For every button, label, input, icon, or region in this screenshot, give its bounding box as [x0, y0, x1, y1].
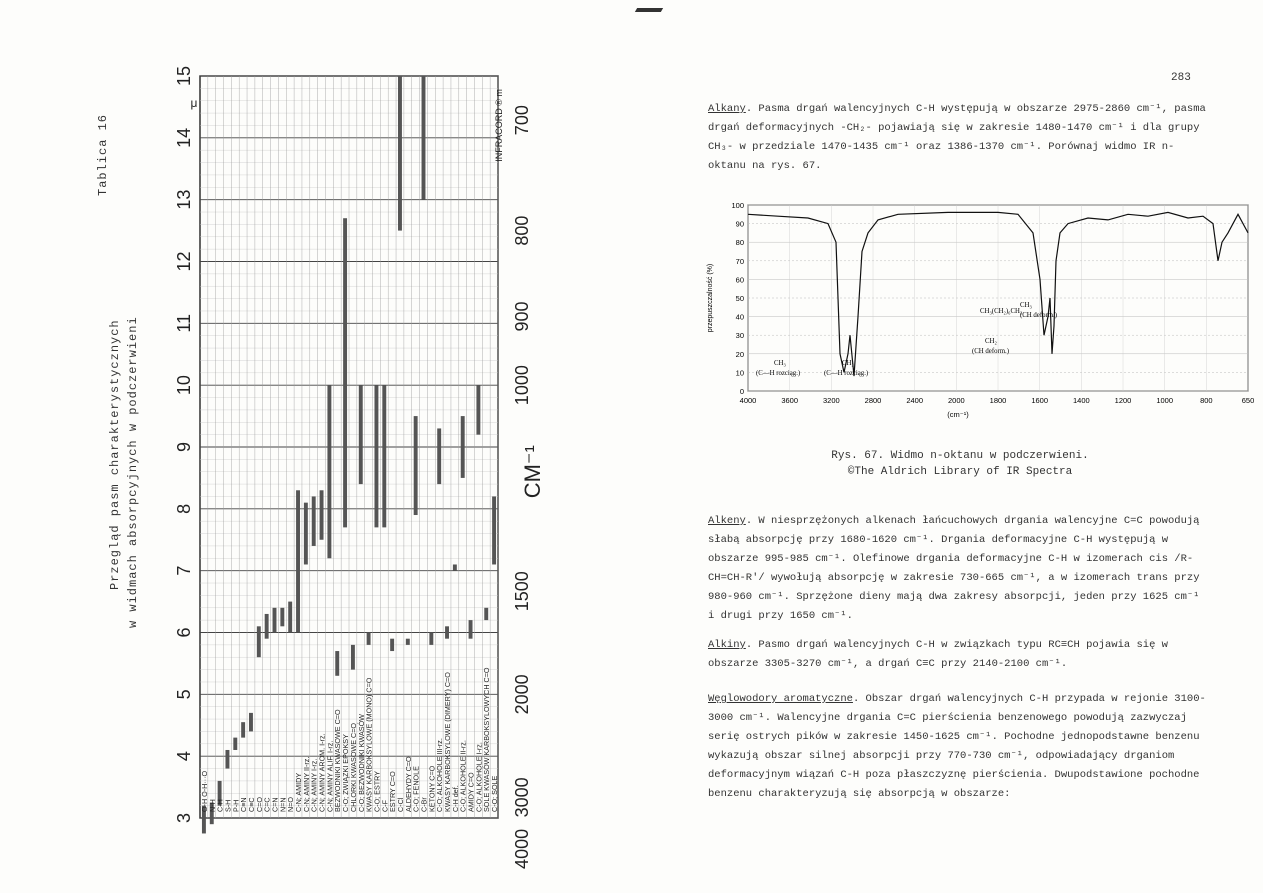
table-label: Tablica 16 [96, 113, 110, 196]
band-bar [335, 651, 339, 676]
band-bar [437, 428, 441, 484]
ir-spectrum [700, 195, 1260, 425]
um-tick-label: 7 [174, 565, 194, 576]
spectrum-x-tick: 1200 [1114, 396, 1132, 405]
band-label: KWASY KARBOKSYLOWE (MONO) C=O [364, 677, 374, 812]
caption-line1: Rys. 67. Widmo n-oktanu w podczerwieni. [831, 450, 1089, 462]
alkiny-text: . Pasmo drgań walencyjnych C-H w związkach typu RC≡CH pojawia się w obszarze 3305-3270 cm⁻¹, a drgań C≡C przy 2140-2100 cm⁻¹. [708, 639, 1168, 670]
corner-mark [635, 8, 663, 12]
band-bar [280, 608, 284, 627]
spectrum-y-tick: 50 [735, 294, 744, 303]
annotation-ch3-stretch-2: (C—H rozciąg.) [756, 370, 801, 377]
band-label: C-O; ALKOHOLE II-rz. [458, 740, 468, 812]
um-tick-label: 4 [174, 751, 194, 762]
band-label: C-N; AMIDY [294, 772, 304, 812]
annotation-ch2-deform-2: (CH deform.) [972, 348, 1009, 355]
aromatic-heading: Węglowodory aromatyczne [708, 693, 853, 705]
annotation-ch2-deform: CH₂ [985, 338, 997, 345]
spectrum-x-tick: 650 [1241, 396, 1255, 405]
spectrum-y-tick: 60 [735, 275, 744, 285]
band-bar [296, 490, 300, 632]
band-label: P-H [231, 799, 241, 812]
cm-tick-label: 3000 [512, 777, 532, 818]
annotation-ch2-stretch: CH₂ [842, 360, 854, 367]
figure-caption [810, 448, 1110, 480]
band-bar [343, 218, 347, 527]
band-label: C-O; ESTRY [372, 770, 382, 812]
alkany-heading: Alkany [708, 103, 746, 115]
spectrum-y-tick: 0 [739, 387, 744, 396]
alkeny-text: . W niesprzężonych alkenach łańcuchowych drgania walencyjne C=C powodują słabą absorpcję przy 1680-1620 cm⁻¹. Drgania deformacyjne C-H występują w obszarze 995-985 cm⁻¹. Olefinowe drgania deformacyjne C-H w izomerach cis /R-CH=CH-R'/ wywołują absorpcję w zakresie 730-665 cm⁻¹, a w izomerach trans przy 980-960 cm⁻¹. Sprzężone dieny mają dwa zakresy absorpcji, jeden przy 1625 cm⁻¹ i drugi przy 1650 cm⁻¹. [708, 515, 1200, 622]
aromatic-text: . Obszar drgań walencyjnych C-H przypada w rejonie 3100-3000 cm⁻¹. Walencyjne drgania C=C pierścienia benzenowego powodują zazwyczaj serię ostrych pików w zakresie 1450-1625 cm⁻¹. Pochodne jednopodstawne benzenu wykazują obszar silnej absorpcji przy 770-730 cm⁻¹, odpowiadający drganiom deformacyjnym wiązań C-H poza płaszczyznę pierścienia. Dwupodstawione pochodne benzenu charakteryzują się absorpcją w obszarze: [708, 693, 1206, 800]
um-tick-label: 12 [174, 251, 194, 272]
band-bar [469, 620, 473, 639]
band-bar [414, 416, 418, 515]
band-label: N-H [207, 799, 217, 812]
um-tick-label: 8 [173, 503, 194, 514]
band-bar [265, 614, 269, 639]
band-label: C-O; ALKOHOLE III-rz. [435, 738, 445, 812]
band-bar [327, 385, 331, 558]
band-label: C-F [380, 800, 390, 812]
band-label: C-O; FENOLE [411, 766, 421, 812]
band-label: C≡C [246, 797, 256, 812]
spectrum-x-tick: 2000 [947, 396, 965, 405]
alkeny-heading: Alkeny [708, 515, 746, 527]
um-tick-label: 14 [174, 127, 194, 148]
band-label: BEZWODNIKI KWASOWE C=O [333, 709, 343, 812]
band-label: C-O; ZWIĄZKI EPOKSY [341, 734, 351, 812]
band-label: C=N [270, 797, 280, 812]
alkiny-paragraph [708, 636, 1208, 674]
spectrum-x-tick: 3600 [781, 396, 799, 405]
band-label: C-O; BEZWODNIKI KWASÓW [356, 714, 366, 812]
band-label: C-H [215, 799, 225, 812]
annotation-ch3-deform-2: (CH deform.) [1020, 312, 1057, 319]
um-tick-label: 10 [174, 375, 194, 396]
um-unit-label: μ [190, 95, 198, 110]
band-label: C-N; AMINY AROM. I-rz. [317, 733, 327, 812]
band-label: C-O; ALKOHOLE I-rz. [474, 742, 484, 812]
band-label: N=N [278, 797, 288, 812]
spectrum-y-tick: 40 [735, 312, 744, 322]
band-bar [429, 633, 433, 645]
band-bar [351, 645, 355, 670]
band-bar [304, 503, 308, 565]
cm-unit-label: CM⁻¹ [520, 445, 545, 499]
band-label: ESTRY C=O [388, 771, 398, 812]
spectrum-y-tick: 90 [735, 219, 744, 229]
band-bar [367, 633, 371, 645]
band-bar [390, 639, 394, 651]
band-bar [288, 602, 292, 633]
band-label: C-N; AMINY I-rz. [309, 758, 319, 812]
spectrum-x-tick: 2800 [864, 396, 882, 405]
band-label: C-Br [419, 797, 429, 812]
band-label: C-H def. [450, 785, 460, 812]
band-bar [374, 385, 378, 527]
chart-labels [200, 667, 499, 812]
band-label: C=O [254, 797, 264, 812]
annotation-ch3-stretch: CH₃ [774, 360, 786, 367]
band-label: S-H [223, 799, 233, 812]
um-tick-label: 15 [174, 65, 194, 87]
um-tick-label: 6 [174, 627, 194, 638]
page-number: 283 [1171, 72, 1191, 84]
aromatic-paragraph [708, 690, 1208, 804]
band-label: C=C [262, 797, 272, 812]
annotation-molecule: CH₃(CH₂)₆CH₃ [980, 308, 1023, 315]
spectrum-y-tick: 30 [735, 331, 744, 341]
infracord-label: INFRACORD ® m [494, 89, 504, 162]
band-label: ALDEHYDY C=O [403, 756, 413, 812]
alkany-paragraph [708, 100, 1208, 176]
spectrum-y-tick: 100 [731, 201, 744, 210]
spectrum-y-tick: 80 [735, 238, 744, 248]
band-bar [445, 626, 449, 638]
spectrum-x-tick: 2400 [906, 396, 924, 405]
spectrum-x-tick: 3200 [822, 396, 840, 405]
spectrum-x-tick: 1400 [1072, 396, 1090, 405]
band-bar [422, 76, 426, 200]
cm-tick-label: 700 [512, 105, 532, 136]
left-page [0, 0, 630, 893]
alkeny-paragraph [708, 512, 1208, 626]
um-tick-label: 3 [174, 812, 194, 824]
band-bar [382, 385, 386, 527]
chart-grid [200, 76, 498, 818]
band-label: AMIDY C=O [466, 772, 476, 812]
band-label: C-O; SOLE [490, 775, 500, 812]
um-tick-label: 11 [174, 313, 194, 333]
alkany-text: . Pasma drgań walencyjnych C-H występują w obszarze 2975-2860 cm⁻¹, pasma drgań deformacyjnych -CH₂- pojawiają się w zakresie 1480-1470 cm⁻¹ i dla grupy CH₃- w przedziale 1470-1435 cm⁻¹ oraz 1386-1370 cm⁻¹. Porównaj widmo IR n-oktanu na rys. 67. [708, 103, 1206, 172]
spectrum-y-tick: 10 [735, 368, 744, 378]
spectrum-y-tick: 20 [735, 349, 744, 359]
band-label: C-N; AMINY ALIF. I-rz. [325, 740, 335, 812]
band-label: C-N; AMINY II-rz. [301, 756, 311, 812]
spectrum-x-tick: 4000 [739, 396, 757, 405]
spectrum-y-label: przepuszczalność (%) [707, 263, 714, 333]
band-bar [406, 639, 410, 645]
band-bar [484, 608, 488, 620]
band-label: C≡N [239, 797, 249, 812]
cm-tick-label: 800 [512, 215, 532, 246]
band-bar [476, 385, 480, 434]
um-tick-label: 9 [174, 441, 194, 453]
band-bar [312, 496, 316, 545]
band-label: O-H O-H···O [199, 770, 209, 812]
table-title-line1: Przegląd pasm charakterystycznych [108, 319, 122, 590]
um-tick-label: 13 [174, 189, 194, 210]
band-bar [359, 385, 363, 484]
table-title-line2: w widmach absorpcyjnych w podczerwieni [126, 316, 140, 628]
caption-line2: ©The Aldrich Library of IR Spectra [847, 466, 1073, 478]
correlation-chart [0, 0, 630, 893]
right-page [630, 0, 1263, 893]
spectrum-x-tick: 800 [1200, 396, 1213, 405]
band-bar [461, 416, 465, 478]
band-label: KWASY KARBOKSYLOWE (DIMERY) C=O [443, 672, 453, 812]
cm-tick-label: 900 [512, 301, 532, 332]
band-bar [492, 496, 496, 564]
cm-tick-label: 1500 [512, 571, 532, 612]
spectrum-y-tick: 70 [735, 256, 744, 266]
band-bar [249, 713, 253, 732]
band-label: SOLE KWASÓW KARBOKSYLOWYCH C=O [482, 667, 492, 812]
cm-tick-label: 4000 [512, 828, 532, 869]
annotation-ch2-stretch-2: (C—H rozciąg.) [824, 370, 869, 377]
spectrum-x-tick: 1600 [1031, 396, 1049, 405]
band-bar [453, 564, 457, 570]
band-bar [225, 750, 229, 769]
band-bar [320, 490, 324, 539]
annotation-ch3-deform: CH₃ [1020, 302, 1032, 309]
spectrum-x-tick: 1800 [989, 396, 1007, 405]
band-label: CHLORKI KWASOWE C=O [348, 723, 358, 812]
band-bar [241, 722, 245, 737]
band-label: N=O [286, 797, 296, 812]
band-label: KETONY C=O [427, 765, 437, 812]
spectrum-x-tick: 1000 [1156, 396, 1174, 405]
cm-tick-label: 1000 [512, 365, 532, 406]
band-bar [233, 738, 237, 750]
alkiny-heading: Alkiny [708, 639, 746, 651]
cm-tick-label: 2000 [512, 674, 532, 715]
band-bar [398, 76, 402, 231]
band-label: C-Cl [395, 797, 405, 812]
spectrum-x-unit: (cm⁻¹) [947, 410, 969, 419]
um-tick-label: 5 [174, 689, 194, 700]
band-bar [257, 626, 261, 657]
band-bar [273, 608, 277, 633]
